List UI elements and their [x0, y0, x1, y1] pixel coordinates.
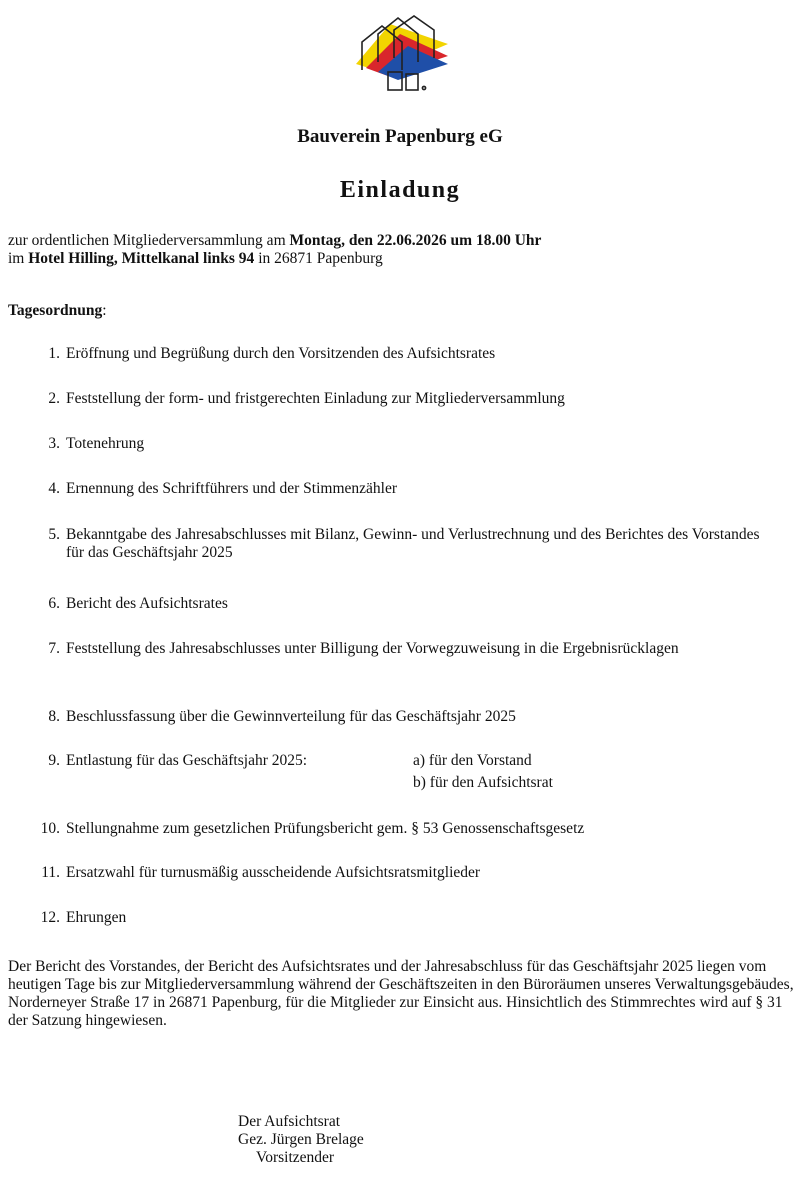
closing-paragraph: Der Bericht des Vorstandes, der Bericht des Aufsichtsrates und der Jahresabschluss für das Geschäftsjahr 2025 liegen vom heutigen Tage bis zur Mitgliederversammlung während der Geschäftszeiten in den Büroräumen unseres Verwaltungsgebäudes, Norderneyer Straße 17 in 26871 Papenburg, für die Mitglieder zur Einsicht aus. Hinsichtlich des Stimmrechtes wird auf § 31 der Satzung hingewiesen. — [8, 958, 794, 1029]
agenda-number: 7. — [48, 640, 60, 657]
intro-text: im — [8, 250, 29, 267]
agenda-number: 2. — [48, 390, 60, 407]
signature-role: Vorsitzender — [256, 1149, 335, 1166]
agenda-heading: Tagesordnung — [8, 302, 103, 319]
agenda-text: Stellungnahme zum gesetzlichen Prüfungsbericht gem. § 53 Genossenschaftsgesetz — [66, 820, 585, 837]
agenda-number: 12. — [40, 909, 60, 926]
agenda-subitem-a: a) für den Vorstand — [413, 752, 532, 769]
agenda-heading-colon: : — [102, 302, 107, 319]
agenda-subitem-b: b) für den Aufsichtsrat — [413, 774, 553, 791]
agenda-text: Bekanntgabe des Jahresabschlusses mit Bilanz, Gewinn- und Verlustrechnung und des Berichtes des Vorstandes für das Geschäftsjahr 2025 — [66, 526, 760, 561]
agenda-text: Feststellung des Jahresabschlusses unter Billigung der Vorwegzuweisung in die Ergebnisrücklagen — [66, 640, 679, 657]
agenda-number: 1. — [48, 345, 60, 362]
agenda-text: Beschlussfassung über die Gewinnverteilung für das Geschäftsjahr 2025 — [66, 708, 516, 725]
agenda-heading-line — [8, 302, 107, 320]
signature-block — [238, 1113, 364, 1167]
meeting-venue: Hotel Hilling, Mittelkanal links 94 — [28, 250, 255, 267]
meeting-date: Montag, den 22.06.2026 um 18.00 Uhr — [289, 232, 542, 249]
agenda-text: Ersatzwahl für turnusmäßig ausscheidende Aufsichtsratsmitglieder — [66, 864, 481, 881]
agenda-number: 4. — [48, 480, 60, 497]
agenda-text: Entlastung für das Geschäftsjahr 2025: — [66, 752, 308, 769]
agenda-text: Totenehrung — [66, 435, 145, 452]
document-title: Einladung — [339, 177, 461, 203]
intro-text: zur ordentlichen Mitgliederversammlung am — [8, 232, 290, 249]
agenda-number: 5. — [48, 526, 60, 543]
agenda-text: Eröffnung und Begrüßung durch den Vorsitzenden des Aufsichtsrates — [66, 345, 496, 362]
agenda-number: 6. — [48, 595, 60, 612]
agenda-text: Ernennung des Schriftführers und der Stimmenzähler — [66, 480, 398, 497]
agenda-text: Bericht des Aufsichtsrates — [66, 595, 228, 612]
organization-name: Bauverein Papenburg eG — [297, 126, 503, 147]
agenda-number: 10. — [40, 820, 60, 837]
signature-body: Der Aufsichtsrat — [238, 1113, 341, 1130]
agenda-number: 8. — [48, 708, 60, 725]
agenda-text: Ehrungen — [66, 909, 127, 926]
agenda-number: 9. — [48, 752, 60, 769]
bauverein-logo-icon — [348, 12, 452, 96]
invitation-intro — [8, 232, 792, 268]
meeting-city: in 26871 Papenburg — [254, 250, 383, 267]
signature-name: Gez. Jürgen Brelage — [238, 1131, 364, 1148]
agenda-text: Feststellung der form- und fristgerechten Einladung zur Mitgliederversammlung — [66, 390, 565, 407]
intro-line-location — [8, 250, 792, 268]
intro-line-date — [8, 232, 792, 250]
agenda-number: 11. — [41, 864, 60, 881]
agenda-number: 3. — [48, 435, 60, 452]
